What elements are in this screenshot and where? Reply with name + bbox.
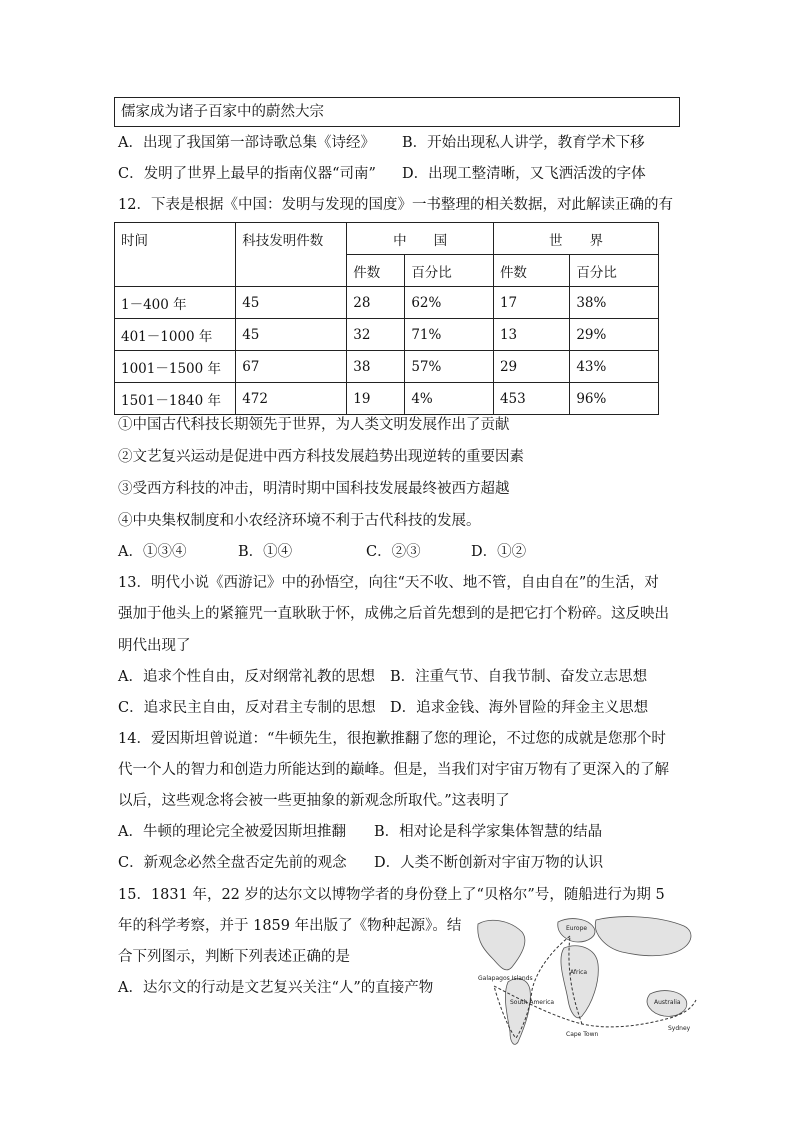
q13-option-d[interactable]: D．追求金钱、海外冒险的拜金主义思想	[390, 700, 649, 716]
table-row	[115, 383, 659, 415]
q13-option-c[interactable]: C．追求民主自由，反对君主专制的思想	[118, 700, 376, 716]
q14-option-d[interactable]: D．人类不断创新对宇宙万物的认识	[374, 855, 604, 871]
cell-china-count: 19	[347, 383, 405, 415]
q14-option-a[interactable]: A．牛顿的理论完全被爱因斯坦推翻	[118, 824, 346, 840]
cell-china-count: 38	[347, 351, 405, 383]
header-total: 科技发明件数	[236, 223, 347, 287]
cell-china-percent: 57%	[405, 351, 494, 383]
q12-statement-2: ②文艺复兴运动是促进中西方科技发展趋势出现逆转的重要因素	[118, 449, 524, 465]
q11-option-a[interactable]: A．出现了我国第一部诗歌总集《诗经》	[118, 135, 375, 151]
header-china: 中 国	[347, 223, 494, 255]
cell-world-count: 29	[493, 351, 569, 383]
cell-total: 472	[236, 383, 347, 415]
cell-time: 1501－1840 年	[115, 383, 236, 415]
q15-stem-line-1: 15．1831 年，22 岁的达尔文以博物学者的身份登上了“贝格尔”号，随船进行为期 5	[118, 887, 665, 903]
q15-stem-line-3: 合下列图示，判断下列表述正确的是	[118, 949, 350, 965]
q13-stem-line-2: 强加于他头上的紧箍咒一直耿耿于怀，成佛之后首先想到的是把它打个粉碎。这反映出	[118, 606, 669, 622]
cell-total: 45	[236, 319, 347, 351]
q12-statement-1: ①中国古代科技长期领先于世界，为人类文明发展作出了贡献	[118, 417, 510, 433]
beagle-voyage-map	[470, 912, 710, 1057]
cell-world-count: 453	[493, 383, 569, 415]
q15-stem-line-2: 年的科学考察，并于 1859 年出版了《物种起源》。结	[118, 918, 462, 934]
map-label: Sydney	[668, 1025, 691, 1032]
header-china-count: 件数	[347, 255, 405, 287]
boxed-text: 儒家成为诸子百家中的蔚然大宗	[121, 104, 324, 120]
q14-stem-line-2: 代一个人的智力和创造力所能达到的巅峰。但是，当我们对宇宙万物有了更深入的了解	[118, 762, 669, 778]
map-label: Africa	[570, 969, 588, 976]
map-label: Cape Town	[566, 1031, 599, 1038]
q14-option-b[interactable]: B．相对论是科学家集体智慧的结晶	[374, 824, 603, 840]
q14-stem-line-3: 以后，这些观念将会被一些更抽象的新观念所取代。”这表明了	[118, 793, 510, 809]
q12-statement-3: ③受西方科技的冲击，明清时期中国科技发展最终被西方超越	[118, 481, 510, 497]
table-row	[115, 319, 659, 351]
cell-total: 67	[236, 351, 347, 383]
map-label: Europe	[566, 925, 588, 932]
q12-option-c[interactable]: C．②③	[366, 544, 421, 560]
cell-time: 401－1000 年	[115, 319, 236, 351]
table-row	[115, 287, 659, 319]
q12-option-b[interactable]: B．①④	[238, 544, 293, 560]
q11-option-d[interactable]: D．出现工整清晰，又飞洒活泼的字体	[402, 166, 646, 182]
q12-statement-4: ④中央集权制度和小农经济环境不利于古代科技的发展。	[118, 513, 481, 529]
q15-option-a[interactable]: A．达尔文的行动是文艺复兴关注“人”的直接产物	[118, 980, 434, 996]
cell-time: 1001－1500 年	[115, 351, 236, 383]
q14-option-c[interactable]: C．新观念必然全盘否定先前的观念	[118, 855, 347, 871]
q13-option-a[interactable]: A．追求个性自由，反对纲常礼教的思想	[118, 669, 375, 685]
q13-stem-line-3: 明代出现了	[118, 638, 191, 654]
cell-china-percent: 62%	[405, 287, 494, 319]
header-time: 时间	[115, 223, 236, 287]
q12-option-d[interactable]: D．①②	[471, 544, 527, 560]
cell-world-count: 17	[493, 287, 569, 319]
boxed-statement	[114, 97, 680, 127]
header-world-count: 件数	[493, 255, 569, 287]
q13-stem-line-1: 13．明代小说《西游记》中的孙悟空，向往“天不收、地不管，自由自在”的生活，对	[118, 575, 659, 591]
header-world-percent: 百分比	[570, 255, 659, 287]
q14-stem-line-1: 14．爱因斯坦曾说道：“牛顿先生，很抱歉推翻了您的理论，不过您的成就是您那个时	[118, 731, 666, 747]
q12-stem: 12．下表是根据《中国：发明与发现的国度》一书整理的相关数据，对此解读正确的有	[118, 197, 673, 213]
header-china-percent: 百分比	[405, 255, 494, 287]
cell-china-percent: 71%	[405, 319, 494, 351]
cell-world-percent: 38%	[570, 287, 659, 319]
cell-china-count: 32	[347, 319, 405, 351]
q12-data-table	[114, 222, 659, 415]
cell-world-percent: 43%	[570, 351, 659, 383]
cell-world-percent: 29%	[570, 319, 659, 351]
q13-option-b[interactable]: B．注重气节、自我节制、奋发立志思想	[390, 669, 648, 685]
cell-total: 45	[236, 287, 347, 319]
cell-world-count: 13	[493, 319, 569, 351]
q11-option-c[interactable]: C．发明了世界上最早的指南仪器“司南”	[118, 166, 376, 182]
q11-option-b[interactable]: B．开始出现私人讲学，教育学术下移	[402, 135, 645, 151]
cell-china-count: 28	[347, 287, 405, 319]
header-world: 世 界	[493, 223, 658, 255]
cell-world-percent: 96%	[570, 383, 659, 415]
map-label: Australia	[654, 999, 681, 1006]
map-label: Galapagos Islands	[478, 975, 533, 982]
cell-time: 1－400 年	[115, 287, 236, 319]
map-label: South America	[510, 999, 555, 1006]
q12-option-a[interactable]: A．①③④	[118, 544, 187, 560]
cell-china-percent: 4%	[405, 383, 494, 415]
table-row	[115, 351, 659, 383]
